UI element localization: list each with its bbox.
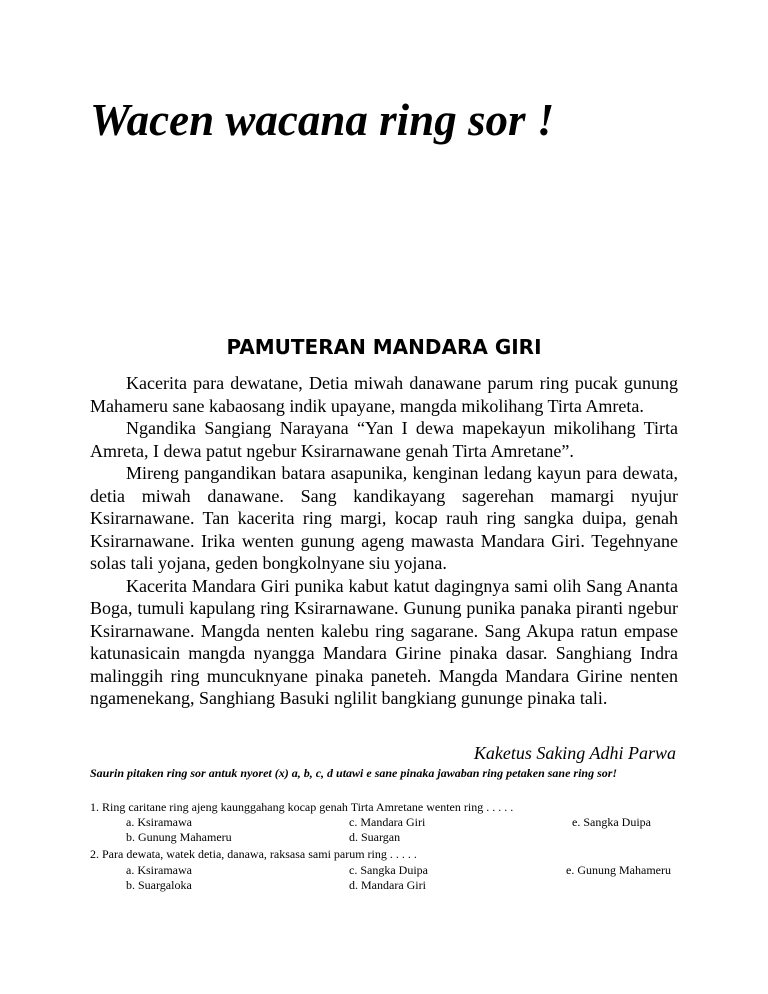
question-2-option-d[interactable]: d. Mandara Giri: [349, 878, 426, 892]
question-2: 2. Para dewata, watek detia, danawa, raksasa sami parum ring . . . . .: [90, 847, 417, 861]
question-1-option-a[interactable]: a. Ksiramawa: [126, 815, 192, 829]
question-1-option-b[interactable]: b. Gunung Mahameru: [126, 830, 232, 844]
page-title: Wacen wacana ring sor !: [90, 95, 555, 145]
question-1: 1. Ring caritane ring ajeng kaunggahang kocap genah Tirta Amretane wenten ring . . . . .: [90, 800, 514, 814]
story-text: [90, 372, 678, 710]
story-paragraph: Kacerita Mandara Giri punika kabut katut dagingnya sami olih Sang Ananta Boga, tumuli kapulang ring Ksirarnawane. Gunung punika panaka piranti ngebur Ksirarnawane. Mangda nenten kalebu ring sagarane. Sang Akupa ratun empase katunasicain mangda nyangga Mandara Girine pinaka dasar. Sanghiang Indra malinggih ring muncuknyane pinaka paneteh. Mangda Mandara Girine nenten ngamenekang, Sanghiang Basuki nglilit bangkiang gununge pinaka tali.: [90, 575, 678, 708]
question-1-option-c[interactable]: c. Mandara Giri: [349, 815, 426, 829]
question-2-option-c[interactable]: c. Sangka Duipa: [349, 863, 428, 877]
question-1-option-e[interactable]: e. Sangka Duipa: [572, 815, 651, 829]
question-2-option-b[interactable]: b. Suargaloka: [126, 878, 192, 892]
story-paragraph: Kacerita para dewatane, Detia miwah danawane parum ring pucak gunung Mahameru sane kabaosang indik upayane, mangda mikolihang Tirta Amreta.: [90, 373, 678, 416]
story-title: PAMUTERAN MANDARA GIRI: [226, 335, 542, 359]
story-source: Kaketus Saking Adhi Parwa: [473, 743, 676, 763]
question-2-option-e[interactable]: e. Gunung Mahameru: [566, 863, 671, 877]
quiz-instruction: Saurin pitaken ring sor antuk nyoret (x) a, b, c, d utawi e sane pinaka jawaban ring petaken sane ring sor!: [90, 766, 618, 780]
story-paragraph: Mireng pangandikan batara asapunika, kenginan ledang kayun para dewata, detia miwah danawane. Sang kandikayang sagerehan mamargi nyujur Ksirarnawane. Tan kacerita ring margi, kocap rauh ring sangka duipa, genah Ksirarnawane. Irika wenten gunung ageng mawasta Mandara Giri. Tegehnyane solas tali yojana, geden bongkolnyane siu yojana.: [90, 463, 678, 573]
question-1-option-d[interactable]: d. Suargan: [349, 830, 401, 844]
question-2-option-a[interactable]: a. Ksiramawa: [126, 863, 192, 877]
story-paragraph: Ngandika Sangiang Narayana “Yan I dewa mapekayun mikolihang Tirta Amreta, I dewa patut ngebur Ksirarnawane genah Tirta Amretane”.: [90, 418, 678, 461]
